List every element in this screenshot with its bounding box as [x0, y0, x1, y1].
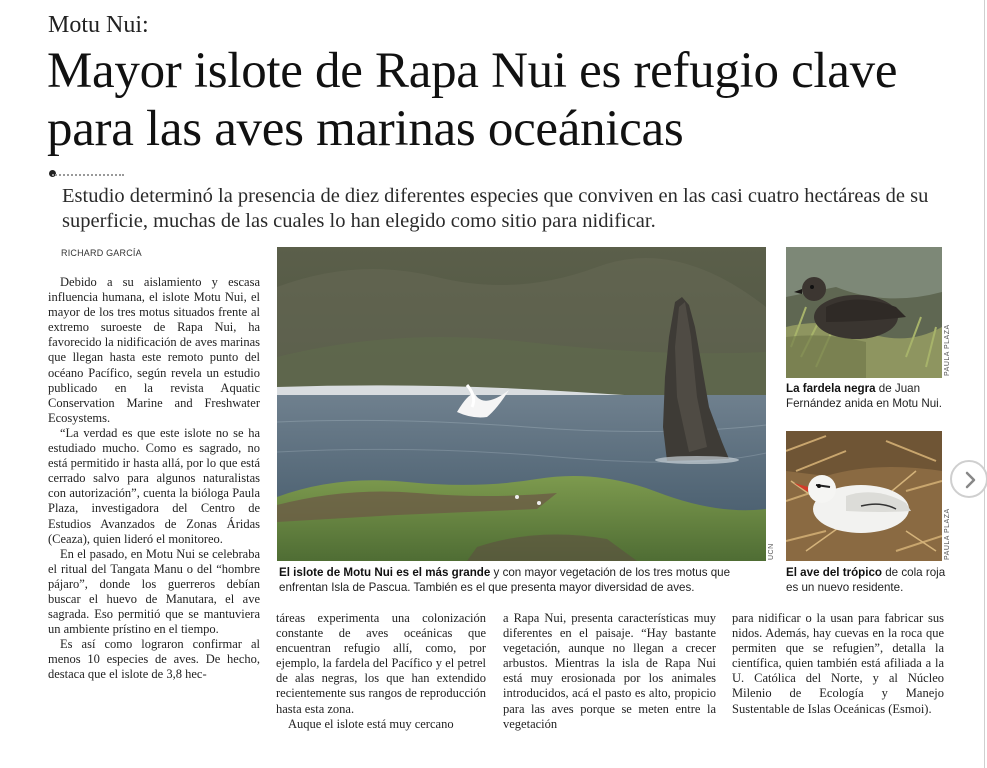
main-photo-credit: UCN: [768, 543, 775, 560]
islet-landscape-illustration: [277, 247, 766, 561]
paragraph: “La verdad es que este islote no se ha estudiado mucho. Como es sagrado, no está permitido ir hasta allá, por lo que está cerrado salvo para algunos naturalistas con autorización”, cuenta la bióloga Paula Plaza, investigadora del Centro de Estudios Avanzados de Zonas Áridas (Ceaza), quien lideró el monitoreo.: [48, 425, 260, 546]
paragraph: táreas experimenta una colonización constante de aves oceánicas que encuentran refugio allí, como, por ejemplo, la fardela del Pacífico y el petrel de alas negras, los que han extendido recientemente sus rangos de reproducción hasta esta zona.: [276, 611, 486, 716]
top-photo-credit: PAULA PLAZA: [944, 324, 951, 376]
body-column-2: [276, 611, 486, 732]
article-byline: RICHARD GARCÍA: [61, 248, 142, 258]
paragraph: para nidificar o la usan para fabricar sus nidos. Además, hay cuevas en la roca que permiten que se refugien”, detalla la científica, quien también está afiliada a la U. Católica del Norte, y al Núcleo Milenio de Ecología y Manejo Sustentable de Islas Oceánicas (Esmoi).: [732, 611, 944, 716]
paragraph: En el pasado, en Motu Nui se celebraba el ritual del Tangata Manu o del “hombre pájaro”, donde los guerreros debían buscar el huevo de Manutara, el ave sagrada. Eso permitió que se mantuviera un ambiente prístino en el tiempo.: [48, 546, 260, 637]
chevron-right-icon: [960, 470, 980, 490]
article-headline: Mayor islote de Rapa Nui es refugio clave para las aves marinas oceánicas: [47, 43, 898, 157]
article-kicker: Motu Nui:: [48, 12, 149, 38]
main-photo-motu-nui: [277, 247, 766, 561]
bottom-photo-caption: [786, 566, 946, 595]
body-column-3: [503, 611, 716, 732]
deck-rule: [52, 174, 124, 176]
top-caption-text: de Juan Fernández anida en Motu Nui.: [786, 382, 942, 410]
petrel-illustration: [786, 247, 942, 378]
bottom-caption-bold: El ave del trópico: [786, 566, 882, 579]
photo-ave-del-tropico: [786, 431, 942, 561]
paragraph: a Rapa Nui, presenta características muy diferentes en el paisaje. “Hay bastante vegetación, aunque no llegan a crecer arbustos. Mientras la isla de Rapa Nui está muy erosionada por los animales introducidos, acá el pasto es alto, propicio para las aves porque se meten entre la vegetación: [503, 611, 716, 731]
body-column-4: [732, 611, 944, 717]
main-caption-text: y con mayor vegetación de los tres motus que enfrentan Isla de Pascua. También es el que presenta mayor diversidad de aves.: [279, 566, 731, 594]
top-caption-bold: La fardela negra: [786, 382, 876, 395]
article-deck: Estudio determinó la presencia de diez diferentes especies que conviven en las casi cuatro hectáreas de su superficie, muchas de las cuales lo han elegido como sitio para nidificar.: [62, 185, 929, 232]
tropicbird-illustration: [786, 431, 942, 561]
bottom-caption-text: de cola roja es un nuevo residente.: [786, 566, 946, 594]
photo-fardela-negra: [786, 247, 942, 378]
paragraph: Debido a su aislamiento y escasa influencia humana, el islote Motu Nui, el mayor de los tres motus situados frente al extremo suroeste de Rapa Nui, ha favorecido la nidificación de aves marinas que llegan hasta este remoto punto del océano Pacífico, según revela un estudio publicado en la revista Aquatic Conservation Marine and Freshwater Ecosystems.: [48, 275, 260, 425]
main-caption-bold: El islote de Motu Nui es el más grande: [279, 566, 491, 579]
bottom-photo-credit: PAULA PLAZA: [944, 508, 951, 560]
paragraph: Es así como lograron confirmar al menos 10 especies de aves. De hecho, destaca que el islote de 3,8 hec-: [48, 637, 260, 682]
page-edge-rule: [984, 0, 985, 768]
next-page-button[interactable]: [950, 460, 987, 498]
top-photo-caption: [786, 382, 946, 411]
body-column-1: [48, 275, 260, 683]
paragraph: Auque el islote está muy cercano: [288, 716, 454, 731]
main-photo-caption: [279, 566, 769, 595]
